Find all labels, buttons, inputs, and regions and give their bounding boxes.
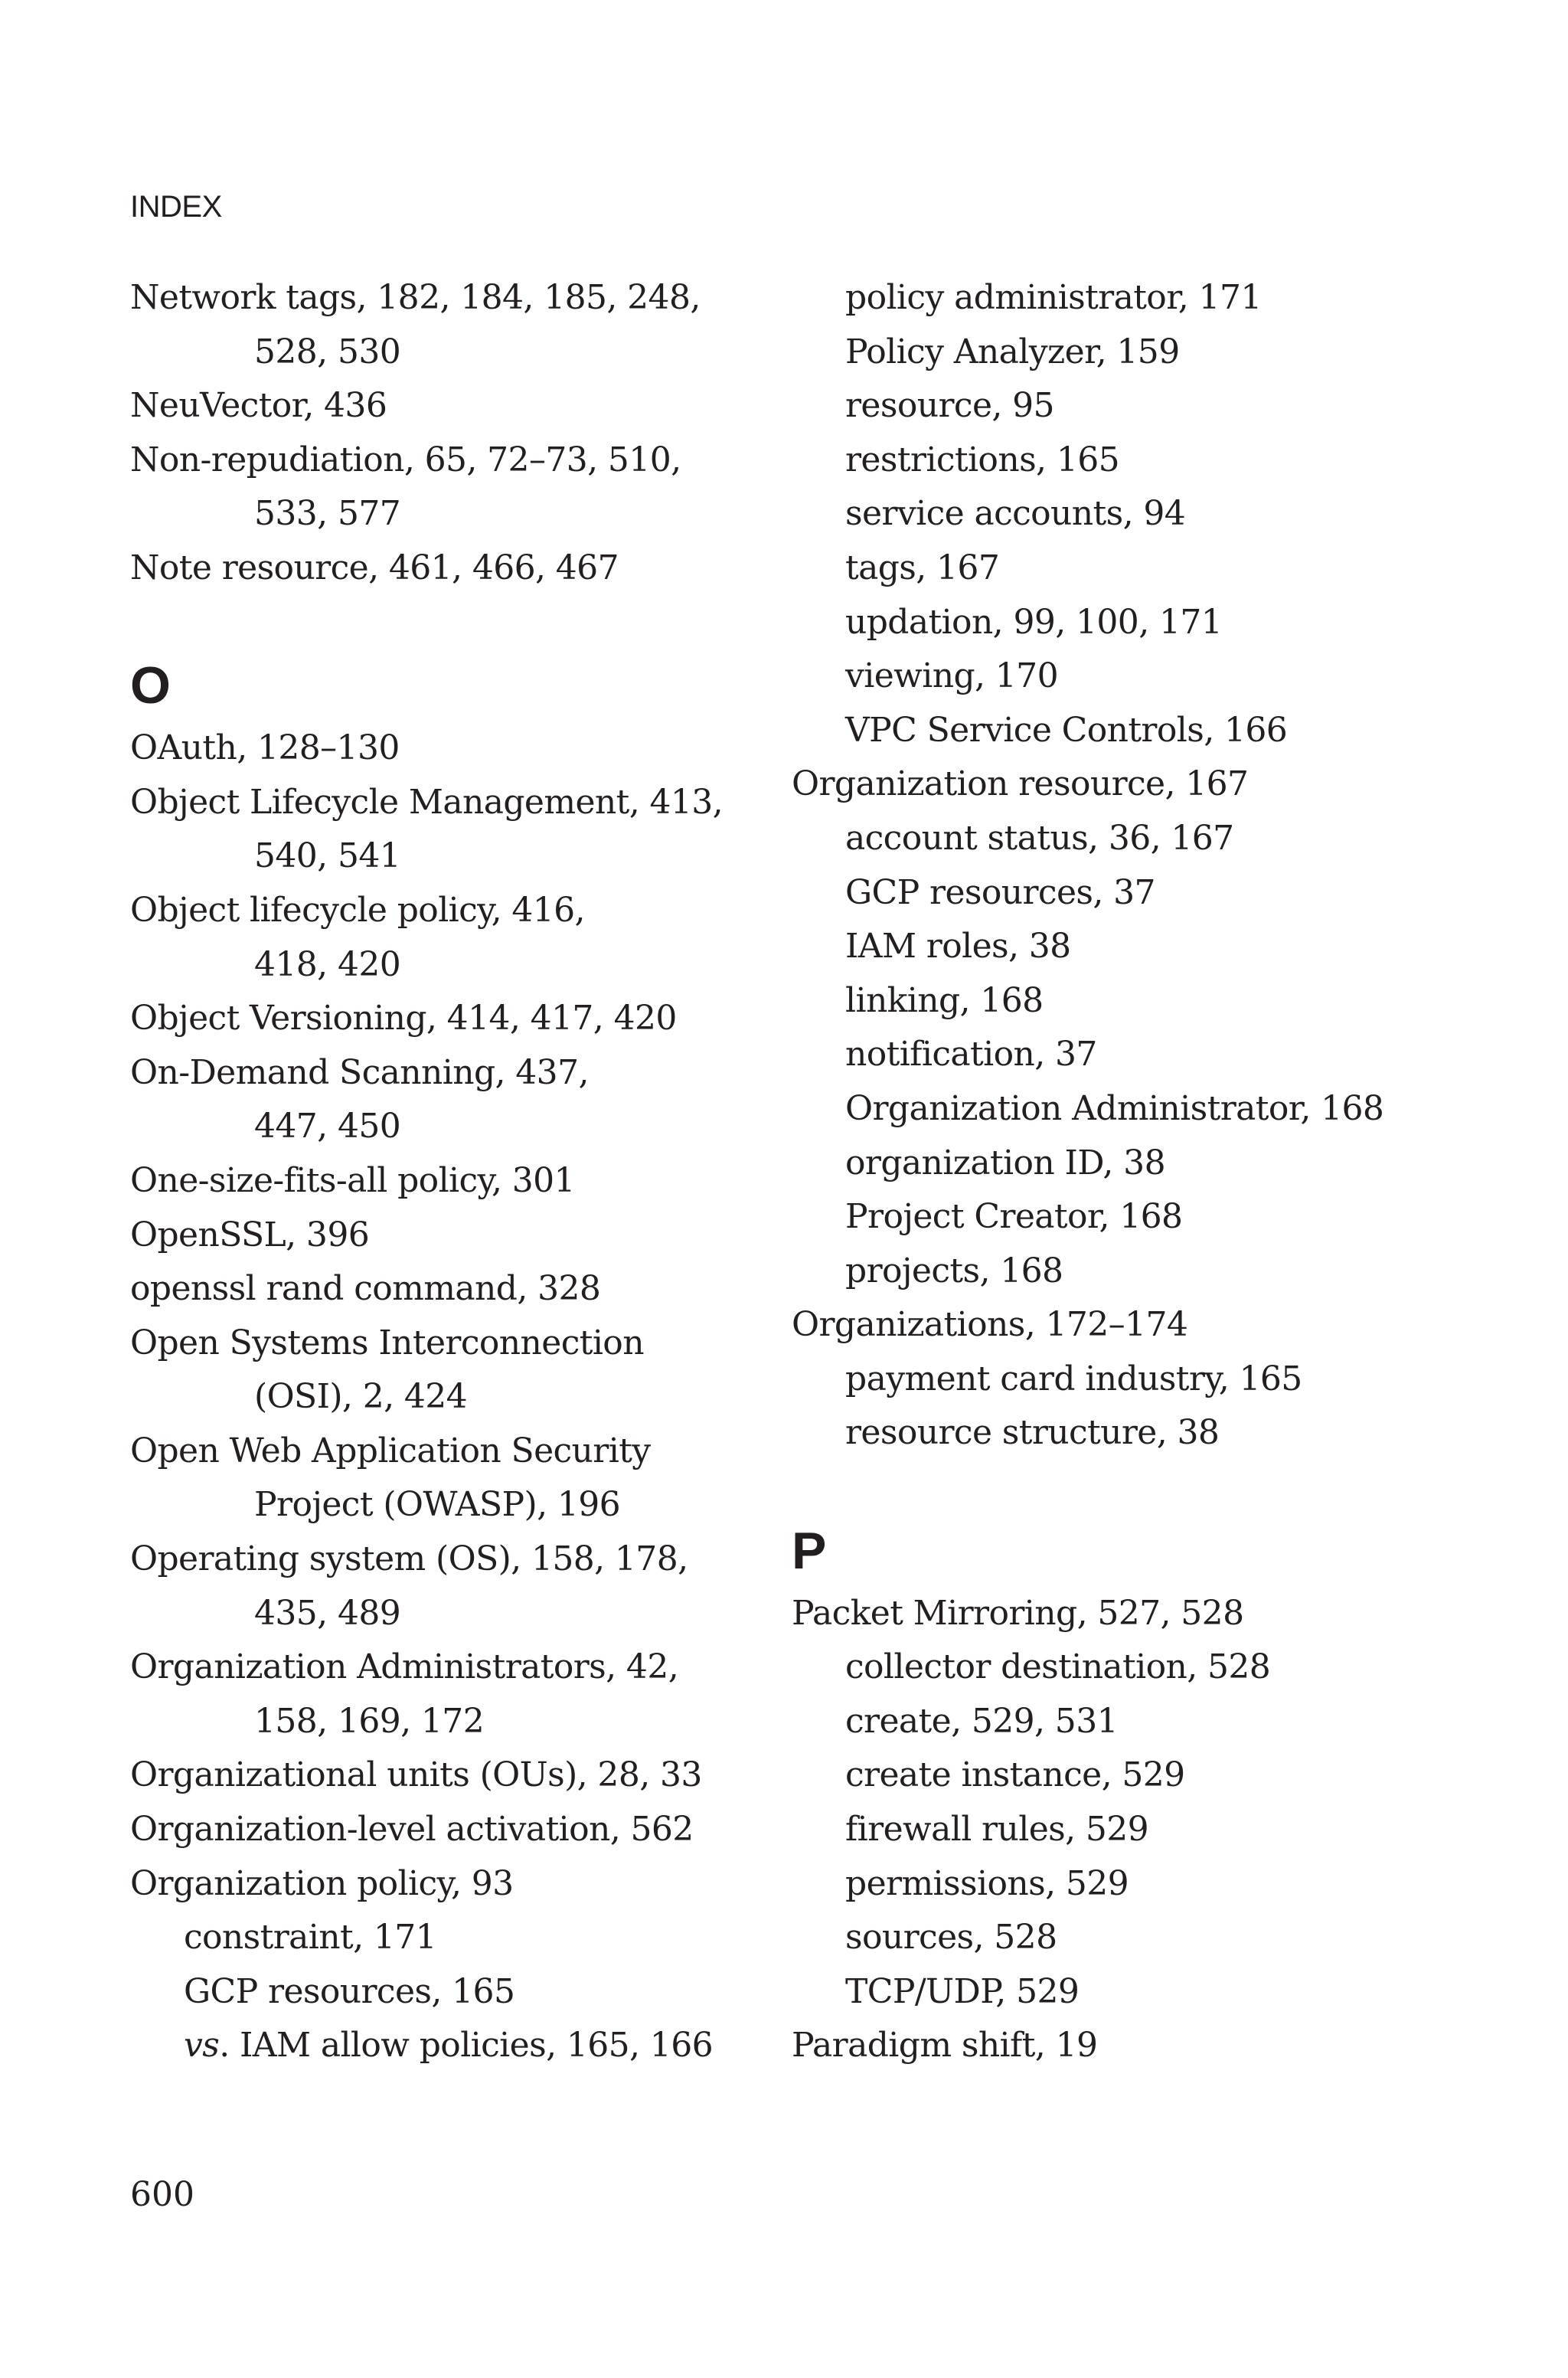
index-subentry: IAM roles, 38 bbox=[845, 927, 1071, 967]
index-subentry: service accounts, 94 bbox=[845, 494, 1186, 534]
index-subentry: constraint, 171 bbox=[184, 1918, 437, 1958]
index-subentry: organization ID, 38 bbox=[845, 1143, 1165, 1182]
index-entry: Operating system (OS), 158, 178, bbox=[130, 1539, 688, 1579]
index-entry: Object lifecycle policy, 416, bbox=[130, 890, 585, 930]
index-entry-continuation: 435, 489 bbox=[254, 1593, 401, 1633]
index-subentry: collector destination, 528 bbox=[845, 1647, 1271, 1687]
vs-rest: . IAM allow policies, 165, 166 bbox=[219, 2026, 713, 2066]
index-subentry: GCP resources, 165 bbox=[184, 1971, 515, 2011]
index-entry: Organizations, 172–174 bbox=[792, 1305, 1188, 1345]
running-head: INDEX bbox=[130, 190, 222, 224]
index-entry: NeuVector, 436 bbox=[130, 386, 387, 426]
index-entry-continuation: Project (OWASP), 196 bbox=[254, 1485, 621, 1525]
index-subentry: Project Creator, 168 bbox=[845, 1197, 1183, 1237]
index-subentry: policy administrator, 171 bbox=[845, 278, 1262, 317]
index-subentry: create instance, 529 bbox=[845, 1755, 1185, 1795]
vs-italic: vs bbox=[184, 2026, 220, 2066]
index-entry: On-Demand Scanning, 437, bbox=[130, 1052, 589, 1092]
index-subentry: resource, 95 bbox=[845, 386, 1054, 426]
section-letter-o: O bbox=[130, 656, 171, 715]
index-entry-continuation: 447, 450 bbox=[254, 1107, 401, 1146]
index-subentry: TCP/UDP, 529 bbox=[845, 1971, 1080, 2011]
index-entry: Object Versioning, 414, 417, 420 bbox=[130, 999, 677, 1039]
index-entry: Packet Mirroring, 527, 528 bbox=[792, 1593, 1244, 1633]
index-subentry: resource structure, 38 bbox=[845, 1413, 1220, 1453]
index-entry: OAuth, 128–130 bbox=[130, 728, 400, 768]
index-subentry: payment card industry, 165 bbox=[845, 1359, 1302, 1398]
index-entry: Paradigm shift, 19 bbox=[792, 2026, 1098, 2066]
index-subentry: Policy Analyzer, 159 bbox=[845, 332, 1180, 371]
index-subentry: firewall rules, 529 bbox=[845, 1810, 1149, 1850]
index-entry: Non-repudiation, 65, 72–73, 510, bbox=[130, 440, 681, 479]
index-subentry: GCP resources, 37 bbox=[845, 872, 1155, 912]
index-entry-continuation: 158, 169, 172 bbox=[254, 1701, 485, 1741]
index-entry-continuation: 533, 577 bbox=[254, 494, 401, 534]
index-entry: openssl rand command, 328 bbox=[130, 1269, 601, 1309]
index-entry: Organizational units (OUs), 28, 33 bbox=[130, 1755, 702, 1795]
index-entry: Object Lifecycle Management, 413, bbox=[130, 782, 724, 822]
section-gap bbox=[130, 596, 758, 650]
section-letter-p: P bbox=[792, 1521, 826, 1580]
index-entry: One-size-fits-all policy, 301 bbox=[130, 1160, 575, 1200]
index-entry: Organization Administrators, 42, bbox=[130, 1647, 679, 1687]
index-entry: Note resource, 461, 466, 467 bbox=[130, 548, 619, 587]
index-subentry: permissions, 529 bbox=[845, 1863, 1129, 1903]
index-entry: Open Web Application Security bbox=[130, 1431, 651, 1470]
index-subentry: linking, 168 bbox=[845, 980, 1044, 1020]
index-subentry-vs bbox=[130, 2019, 758, 2073]
index-column-left bbox=[130, 271, 758, 2073]
index-entry-continuation: 528, 530 bbox=[254, 332, 401, 371]
index-subentry: restrictions, 165 bbox=[845, 440, 1119, 479]
index-subentry: notification, 37 bbox=[845, 1035, 1097, 1075]
index-subentry: account status, 36, 167 bbox=[845, 818, 1234, 858]
index-subentry: viewing, 170 bbox=[845, 656, 1058, 696]
index-subentry: tags, 167 bbox=[845, 548, 1000, 587]
index-column-right bbox=[792, 271, 1527, 2073]
index-entry: Organization policy, 93 bbox=[130, 1863, 514, 1903]
index-entry: Organization-level activation, 562 bbox=[130, 1810, 694, 1850]
index-entry-continuation: 540, 541 bbox=[254, 836, 401, 876]
index-entry-continuation: (OSI), 2, 424 bbox=[254, 1377, 468, 1417]
section-gap bbox=[792, 1460, 1527, 1515]
index-subentry: Organization Administrator, 168 bbox=[845, 1088, 1384, 1128]
index-subentry: updation, 99, 100, 171 bbox=[845, 602, 1223, 642]
page-number: 600 bbox=[130, 2175, 194, 2214]
index-entry: OpenSSL, 396 bbox=[130, 1215, 370, 1254]
index-subentry: projects, 168 bbox=[845, 1251, 1063, 1290]
index-entry: Open Systems Interconnection bbox=[130, 1323, 644, 1362]
index-entry: Network tags, 182, 184, 185, 248, bbox=[130, 278, 701, 317]
index-entry-continuation: 418, 420 bbox=[254, 944, 401, 984]
index-entry: Organization resource, 167 bbox=[792, 764, 1249, 804]
index-subentry: VPC Service Controls, 166 bbox=[845, 710, 1288, 750]
index-subentry: sources, 528 bbox=[845, 1918, 1057, 1958]
index-subentry: create, 529, 531 bbox=[845, 1701, 1118, 1741]
